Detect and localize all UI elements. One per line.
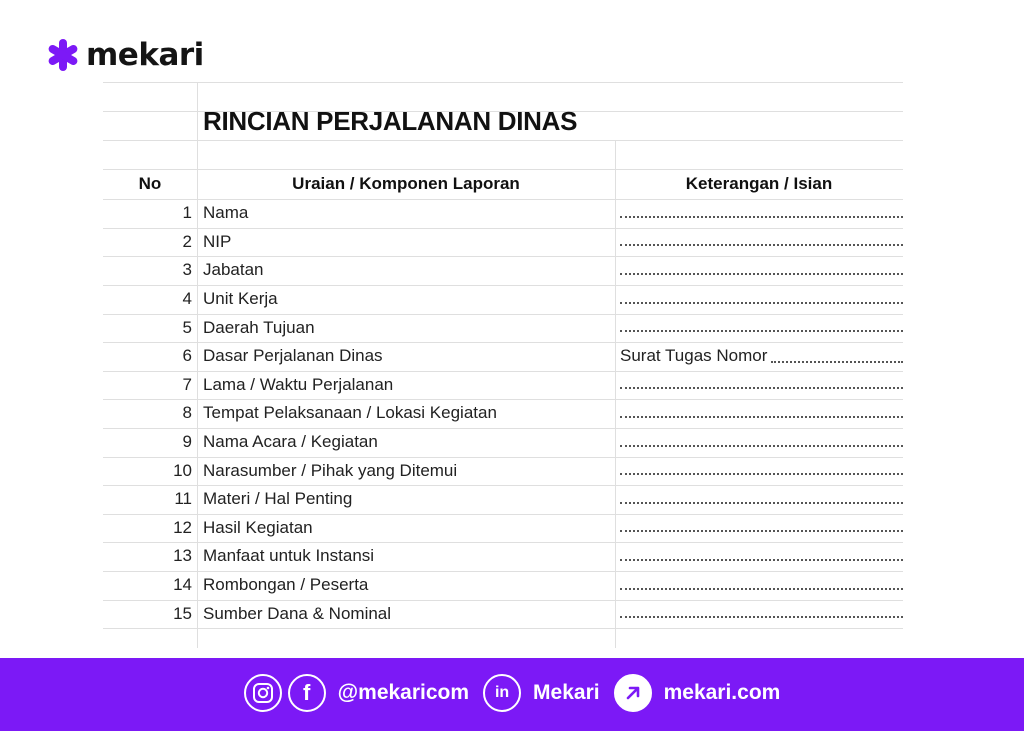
table-row [103,485,903,514]
row-number: 15 [173,603,192,623]
row-number: 3 [182,260,192,280]
instagram-glyph [252,682,274,704]
dotted-fill-line [620,463,903,475]
dotted-fill-line [771,351,903,363]
row-fill-field[interactable] [615,578,903,593]
brand-name: mekari [86,37,204,73]
column-header-info: Keterangan / Isian [685,174,833,193]
table-row [103,428,903,457]
dotted-fill-line [620,578,903,590]
table-row [103,342,903,371]
table-row [103,399,903,428]
row-component: Dasar Perjalanan Dinas [203,346,383,366]
table-row [103,571,903,600]
column-header-no: No [138,174,162,193]
row-component: Hasil Kegiatan [203,517,313,537]
mekari-star-icon [46,38,80,72]
row-component: NIP [203,231,232,251]
row-fill-field[interactable] [615,463,903,478]
table-row [103,256,903,285]
row-component: Daerah Tujuan [203,317,315,337]
row-number: 1 [182,203,192,223]
table-row [103,456,903,485]
row-fill-field[interactable] [615,320,903,335]
row-number: 2 [182,231,192,251]
dotted-fill-line [620,435,903,447]
dotted-fill-line [620,320,903,332]
table-row [103,542,903,571]
row-number: 6 [182,346,192,366]
column-header-component: Uraian / Komponen Laporan [292,174,520,193]
dotted-fill-line [620,377,903,389]
table-row [103,599,903,628]
row-fill-field[interactable] [615,549,903,564]
row-component: Narasumber / Pihak yang Ditemui [203,460,458,480]
document-title: RINCIAN PERJALANAN DINAS [203,106,578,136]
website-link[interactable]: mekari.com [663,681,781,704]
row-component: Manfaat untuk Instansi [203,546,375,566]
row-component: Nama Acara / Kegiatan [203,432,378,452]
row-component: Unit Kerja [203,289,278,309]
facebook-icon[interactable]: f [288,674,326,712]
arrow-glyph [622,682,644,704]
row-fill-field[interactable] [615,377,903,392]
row-fill-field[interactable] [615,492,903,507]
row-number: 7 [182,374,192,394]
row-component: Rombongan / Peserta [203,575,369,595]
linkedin-icon[interactable]: in [483,674,521,712]
dotted-fill-line [620,520,903,532]
table-row [103,514,903,543]
row-component: Materi / Hal Penting [203,489,353,509]
row-component: Tempat Pelaksanaan / Lokasi Kegiatan [203,403,497,423]
row-number: 9 [182,432,192,452]
linkedin-name[interactable]: Mekari [533,681,600,704]
row-fill-field[interactable] [615,606,903,621]
row-number: 13 [173,546,192,566]
dotted-fill-line [620,606,903,618]
row-component: Lama / Waktu Perjalanan [203,374,394,394]
row-fill-field[interactable] [615,206,903,221]
row-fill-field[interactable] [615,234,903,249]
row-fill-field[interactable] [615,520,903,535]
row-fill-field[interactable] [615,346,903,366]
dotted-fill-line [620,549,903,561]
instagram-icon[interactable] [244,674,282,712]
social-handle[interactable]: @mekaricom [337,681,470,704]
dotted-fill-line [620,234,903,246]
row-number: 8 [182,403,192,423]
row-fill-prefix: Surat Tugas Nomor [620,346,768,366]
row-number: 12 [173,517,192,537]
row-number: 4 [182,289,192,309]
dotted-fill-line [620,263,903,275]
mekari-logo [46,36,204,74]
footer-bar [0,658,1024,731]
row-component: Sumber Dana & Nominal [203,603,392,623]
table-row [103,313,903,342]
row-fill-field[interactable] [615,292,903,307]
table-row [103,199,903,228]
row-fill-field[interactable] [615,406,903,421]
row-component: Jabatan [203,260,264,280]
dotted-fill-line [620,206,903,218]
dotted-fill-line [620,492,903,504]
row-fill-field[interactable] [615,263,903,278]
row-number: 11 [174,489,192,509]
table-row [103,285,903,314]
table-row [103,371,903,400]
spreadsheet-sheet [103,82,903,648]
row-number: 10 [173,460,192,480]
row-number: 14 [173,575,192,595]
table-row [103,228,903,257]
dotted-fill-line [620,292,903,304]
row-component: Nama [203,203,249,223]
dotted-fill-line [620,406,903,418]
social-links [0,671,1024,715]
row-fill-field[interactable] [615,435,903,450]
row-number: 5 [182,317,192,337]
arrow-link-icon[interactable] [614,674,652,712]
